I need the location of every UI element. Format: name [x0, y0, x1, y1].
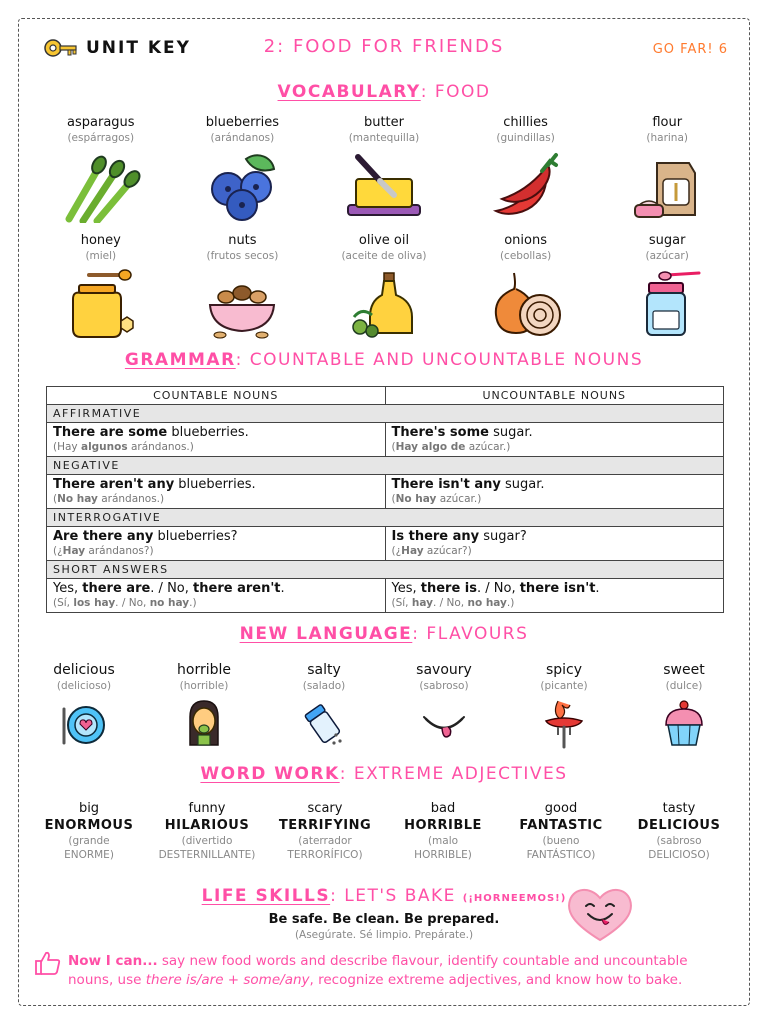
table-row-negative: [47, 474, 723, 508]
key-phrase: there is: [420, 581, 477, 596]
vocab-item-butter: [313, 115, 455, 227]
flavour-translation: (salado): [302, 680, 346, 692]
translation-key: hay: [411, 597, 433, 609]
sick-girl-icon: [178, 697, 230, 749]
flavour-translation: (dulce): [665, 680, 703, 692]
flavour-translation: (sabroso): [419, 680, 469, 692]
flavour-word: delicious: [53, 662, 115, 678]
vocabulary-heading: [0, 82, 768, 102]
translation-part: (Sí,: [391, 597, 412, 609]
translation-part: (Hay: [53, 441, 81, 453]
example-rest: sugar?: [479, 529, 527, 544]
grammar-heading-keyword: GRAMMAR: [124, 350, 236, 370]
translation-part: arándanos.): [97, 493, 165, 505]
flavour-word: horrible: [177, 662, 231, 678]
word-work-heading-keyword: WORD WORK: [200, 764, 340, 784]
cell-uncountable: [385, 579, 724, 612]
grammar-heading: [0, 350, 768, 370]
column-header-countable: COUNTABLE NOUNS: [153, 389, 279, 402]
life-skills: [0, 886, 768, 941]
adjective-translation: (aterrador: [298, 835, 352, 847]
word-work-heading: [0, 764, 768, 784]
example-rest: sugar.: [488, 425, 533, 440]
key-phrase: Is there any: [391, 529, 480, 544]
base-adjective: bad: [430, 801, 456, 816]
life-skills-heading: [0, 886, 768, 906]
translation-part: (Sí,: [53, 597, 74, 609]
grammar-heading-rest: : COUNTABLE AND UNCOUNTABLE NOUNS: [235, 350, 644, 370]
extreme-adjective: FANTASTIC: [519, 818, 603, 833]
adjective-item-bad: [384, 800, 502, 862]
flavour-translation: (delicioso): [56, 680, 112, 692]
unit-key-label: UNIT KEY: [86, 38, 191, 58]
vocab-translation: (frutos secos): [206, 250, 279, 262]
flavour-word: sweet: [663, 662, 705, 678]
olive-oil-icon: [344, 267, 424, 341]
now-i-can-summary: [34, 952, 724, 990]
example-rest: blueberries?: [153, 529, 238, 544]
smiling-heart-icon: [564, 884, 636, 944]
key-phrase: There's some: [391, 425, 489, 440]
base-adjective: big: [78, 801, 100, 816]
flour-icon: [627, 149, 707, 223]
adjective-translation: (sabroso: [656, 835, 702, 847]
flavours-heading: [0, 624, 768, 644]
translation-part: . / No,: [115, 597, 150, 609]
extreme-adjective: HORRIBLE: [404, 818, 482, 833]
vocab-translation: (guindillas): [496, 132, 555, 144]
example-rest: blueberries.: [167, 425, 249, 440]
vocab-translation: (mantequilla): [348, 132, 420, 144]
vocabulary-heading-rest: : FOOD: [420, 82, 491, 102]
extreme-adjective: DELICIOUS: [637, 818, 721, 833]
flavour-item-spicy: [504, 661, 624, 749]
cell-uncountable: [385, 423, 724, 456]
translation-key: no hay: [149, 597, 190, 609]
translation-part: (: [391, 493, 396, 505]
translation-part: (: [391, 441, 396, 453]
table-row-interrogative: [47, 526, 723, 560]
grammar-table: [46, 386, 724, 613]
translation-part: .): [189, 597, 197, 609]
answer-part: . / No,: [476, 581, 520, 596]
cell-uncountable: [385, 475, 724, 508]
flavour-item-salty: [264, 661, 384, 749]
flavour-word: savoury: [416, 662, 472, 678]
adjective-translation: (grande: [68, 835, 110, 847]
chillies-icon: [486, 149, 566, 223]
unit-title: 2: FOOD FOR FRIENDS: [263, 36, 505, 57]
vocab-word: chillies: [503, 115, 548, 130]
level-label: GO FAR! 6: [652, 42, 728, 57]
cell-uncountable: [385, 527, 724, 560]
vocab-item-blueberries: [172, 115, 314, 227]
grammar-table-header: [47, 387, 723, 404]
key-phrase: There isn't any: [391, 477, 501, 492]
adjective-translation-extreme: TERRORÍFICO): [287, 849, 363, 861]
extreme-adjective: ENORMOUS: [44, 818, 134, 833]
adjective-translation-extreme: HORRIBLE): [414, 849, 472, 861]
vocab-item-flour: [596, 115, 738, 227]
life-skills-heading-spanish: (¡HORNEEMOS!): [462, 893, 567, 904]
flavour-item-sweet: [624, 661, 744, 749]
translation-key: Hay algo de: [395, 441, 466, 453]
answer-part: Yes,: [53, 581, 83, 596]
band-short-answers: SHORT ANSWERS: [47, 560, 723, 578]
translation-part: (¿: [53, 545, 63, 557]
vocab-item-onions: [455, 233, 597, 345]
extreme-adjectives-row: [30, 800, 738, 862]
flavours-heading-keyword: NEW LANGUAGE: [239, 624, 413, 644]
butter-icon: [344, 149, 424, 223]
vocab-item-sugar: [596, 233, 738, 345]
translation-part: (: [53, 493, 58, 505]
key-phrase: there are: [82, 581, 151, 596]
table-row-affirmative: [47, 422, 723, 456]
base-adjective: good: [544, 801, 578, 816]
adjective-translation-extreme: ENORME): [64, 849, 114, 861]
translation-part: (¿: [391, 545, 402, 557]
blueberries-icon: [202, 149, 282, 223]
now-i-can-structure: there is/are + some/any: [145, 972, 310, 988]
cell-countable: [47, 475, 385, 508]
vocab-translation: (aceite de oliva): [341, 250, 427, 262]
adjective-item-tasty: [620, 800, 738, 862]
example-rest: sugar.: [500, 477, 545, 492]
vocab-translation: (espárragos): [67, 132, 135, 144]
adjective-translation: (divertido: [181, 835, 233, 847]
answer-part: Yes,: [391, 581, 421, 596]
vocab-translation: (azúcar): [645, 250, 689, 262]
vocab-item-nuts: [172, 233, 314, 345]
vocab-word: nuts: [228, 233, 257, 248]
translation-key: No hay: [57, 493, 98, 505]
translation-key: los hay: [73, 597, 116, 609]
base-adjective: funny: [188, 801, 226, 816]
translation-part: azúcar?): [423, 545, 472, 557]
band-interrogative: INTERROGATIVE: [47, 508, 723, 526]
extreme-adjective: TERRIFYING: [278, 818, 372, 833]
translation-part: arándanos.): [127, 441, 194, 453]
vocab-item-olive-oil: [313, 233, 455, 345]
key-phrase: There aren't any: [53, 477, 175, 492]
key-phrase: Are there any: [53, 529, 154, 544]
key-phrase: there isn't: [519, 581, 596, 596]
plate-heart-icon: [58, 697, 110, 749]
adjective-translation-extreme: FANTÁSTICO): [526, 849, 596, 861]
translation-part: .): [506, 597, 515, 609]
translation-part: arándanos?): [85, 545, 154, 557]
translation-part: azúcar.): [465, 441, 511, 453]
translation-key: No hay: [395, 493, 437, 505]
flavour-translation: (picante): [540, 680, 588, 692]
key-phrase: There are some: [53, 425, 168, 440]
nuts-icon: [202, 267, 282, 341]
vocab-translation: (arándanos): [210, 132, 275, 144]
honey-icon: [61, 267, 141, 341]
adjective-item-scary: [266, 800, 384, 862]
flavour-item-savoury: [384, 661, 504, 749]
vocab-word: butter: [363, 115, 404, 130]
translation-part: azúcar.): [436, 493, 482, 505]
vocabulary-grid: [30, 115, 738, 345]
vocab-item-honey: [30, 233, 172, 345]
life-skills-motto: Be safe. Be clean. Be prepared.: [268, 912, 500, 927]
life-skills-heading-rest: : LET'S BAKE: [330, 886, 463, 906]
example-rest: blueberries.: [174, 477, 256, 492]
flavour-translation: (horrible): [179, 680, 229, 692]
header: [28, 30, 740, 66]
band-affirmative: AFFIRMATIVE: [47, 404, 723, 422]
answer-part: . / No,: [150, 581, 194, 596]
table-row-short-answers: [47, 578, 723, 612]
translation-part: . / No,: [432, 597, 468, 609]
column-header-uncountable: UNCOUNTABLE NOUNS: [385, 387, 724, 404]
base-adjective: tasty: [662, 801, 696, 816]
translation-key: algunos: [80, 441, 128, 453]
vocab-word: asparagus: [67, 115, 135, 130]
answer-part: .: [595, 581, 600, 596]
now-i-can-text: say new food words and describe flavour, identify countable and uncountable nouns, use: [68, 953, 688, 988]
now-i-can-lead: Now I can...: [68, 953, 158, 969]
life-skills-translation: (Asegúrate. Sé limpio. Prepárate.): [294, 929, 474, 941]
salt-shaker-icon: [298, 697, 350, 749]
vocab-translation: (cebollas): [499, 250, 552, 262]
cell-countable: [47, 527, 385, 560]
onions-icon: [486, 267, 566, 341]
translation-key: no hay: [467, 597, 507, 609]
flavour-word: spicy: [545, 662, 583, 678]
word-work-heading-rest: : EXTREME ADJECTIVES: [339, 764, 568, 784]
cell-countable: [47, 423, 385, 456]
answer-part: .: [280, 581, 285, 596]
fork-chilli-icon: [538, 697, 590, 749]
flavour-item-horrible: [144, 661, 264, 749]
vocab-word: olive oil: [358, 233, 410, 248]
cell-countable: [47, 579, 385, 612]
life-skills-heading-keyword: LIFE SKILLS: [201, 886, 331, 906]
vocab-word: honey: [80, 233, 121, 248]
cupcake-icon: [658, 697, 710, 749]
flavours-heading-rest: : FLAVOURS: [412, 624, 529, 644]
vocab-translation: (miel): [85, 250, 117, 262]
asparagus-icon: [61, 149, 141, 223]
translation-key: Hay: [401, 545, 424, 557]
flavours-row: [24, 661, 744, 749]
now-i-can-text-end: , recognize extreme adjectives, and know how to bake.: [309, 972, 683, 988]
tongue-smile-icon: [418, 697, 470, 749]
adjective-item-funny: [148, 800, 266, 862]
vocab-word: sugar: [648, 233, 686, 248]
base-adjective: scary: [307, 801, 343, 816]
adjective-item-good: [502, 800, 620, 862]
vocab-translation: (harina): [646, 132, 688, 144]
flavour-item-delicious: [24, 661, 144, 749]
vocab-word: flour: [652, 115, 683, 130]
vocabulary-heading-keyword: VOCABULARY: [277, 82, 421, 102]
flavour-word: salty: [307, 662, 341, 678]
adjective-translation: (bueno: [542, 835, 580, 847]
adjective-translation-extreme: DESTERNILLANTE): [158, 849, 256, 861]
vocab-item-asparagus: [30, 115, 172, 227]
adjective-translation-extreme: DELICIOSO): [648, 849, 710, 861]
key-phrase: there aren't: [193, 581, 281, 596]
vocab-word: onions: [504, 233, 547, 248]
band-negative: NEGATIVE: [47, 456, 723, 474]
translation-key: Hay: [62, 545, 86, 557]
extreme-adjective: HILARIOUS: [164, 818, 250, 833]
adjective-translation: (malo: [427, 835, 459, 847]
adjective-item-big: [30, 800, 148, 862]
vocab-item-chillies: [455, 115, 597, 227]
sugar-icon: [627, 267, 707, 341]
vocab-word: blueberries: [205, 115, 279, 130]
